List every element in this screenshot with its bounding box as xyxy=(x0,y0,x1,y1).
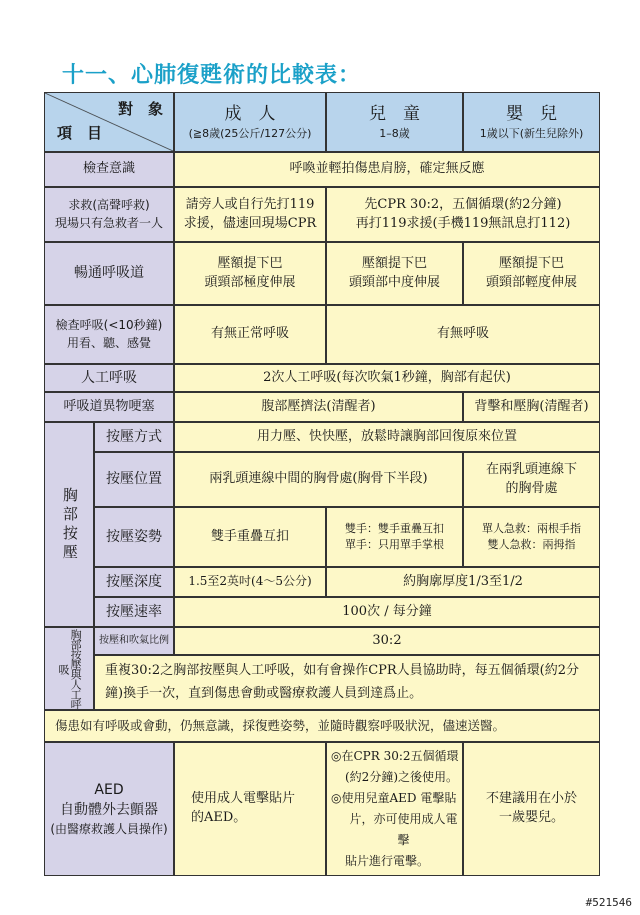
chest-compression-group-text: 胸部按壓 xyxy=(60,486,79,563)
infant-column-header xyxy=(463,92,600,152)
adult-age: (≧8歲(25公斤/127公分) xyxy=(188,127,312,141)
adult-name: 成 人 xyxy=(224,103,276,124)
open-airway-infant xyxy=(463,242,600,305)
airway-obstruction-adult-child: 腹部壓擠法(清醒者) xyxy=(174,392,463,422)
call-help-child-1: 先CPR 30:2，五個循環(約2分鐘) xyxy=(364,196,562,212)
aed-infant-1: 不建議用在小於 xyxy=(485,791,577,807)
check-breathing-adult: 有無正常呼吸 xyxy=(174,305,326,364)
aed-child-2: (約2分鐘)之後使用。 xyxy=(345,770,458,784)
ratio-label: 按壓和吹氣比例 xyxy=(94,627,174,655)
open-airway-adult-1: 壓額提下巴 xyxy=(217,255,283,271)
compression-position-infant-1: 在兩乳頭連線下 xyxy=(485,461,577,477)
ratio-group-text: 胸部按壓與人工呼吸 xyxy=(57,628,83,709)
compression-position-adult-child: 兩乳頭連線中間的胸骨處(胸骨下半段) xyxy=(174,452,463,507)
call-help-label xyxy=(44,187,174,242)
aed-label-1: AED xyxy=(94,782,124,798)
rescue-breathing-value: 2次人工呼吸(每次吹氣1秒鐘，胸部有起伏) xyxy=(174,364,600,392)
aed-adult xyxy=(174,742,326,876)
compression-depth-child-infant: 約胸廓厚度1/3至1/2 xyxy=(326,567,600,597)
aed-adult-2: 的AED。 xyxy=(191,810,247,825)
aed-child-3: ◎使用兒童AED 電擊貼 xyxy=(331,791,457,805)
corner-item-label: 項 目 xyxy=(57,124,103,143)
compression-posture-infant-2: 雙人急救：兩拇指 xyxy=(487,538,576,551)
compression-posture-infant xyxy=(463,507,600,567)
call-help-child-infant xyxy=(326,187,600,242)
open-airway-label: 暢通呼吸道 xyxy=(44,242,174,305)
call-help-adult-1: 請旁人或自行先打119 xyxy=(185,196,315,212)
aed-child-4: 片，亦可使用成人電擊 xyxy=(349,812,458,847)
ratio-note: 重複30:2之胸部按壓與人工呼吸，如有會操作CPR人員協助時，每五個循環(約2分鐘)換手一次，直到傷患會動或醫療救護人員到達爲止。 xyxy=(94,655,600,710)
aed-infant-2: 一歲嬰兒。 xyxy=(498,810,564,825)
check-consciousness-label: 檢查意識 xyxy=(44,152,174,187)
open-airway-child-1: 壓額提下巴 xyxy=(361,255,427,271)
check-consciousness-value: 呼喚並輕拍傷患肩膀，確定無反應 xyxy=(174,152,600,187)
infant-name: 嬰 兒 xyxy=(506,103,557,124)
aed-label xyxy=(44,742,174,876)
adult-column-header xyxy=(174,92,326,152)
aed-label-3: (由醫療救護人員操作) xyxy=(50,821,168,836)
compression-position-infant-2: 的胸骨處 xyxy=(505,480,558,496)
open-airway-adult xyxy=(174,242,326,305)
open-airway-infant-1: 壓額提下巴 xyxy=(498,255,564,271)
check-breathing-child-infant: 有無呼吸 xyxy=(326,305,600,364)
cpr-comparison-table xyxy=(44,92,600,876)
compression-depth-adult: 1.5至2英吋(4～5公分) xyxy=(174,567,326,597)
compression-method-label: 按壓方式 xyxy=(94,422,174,452)
call-help-label-2: 現場只有急救者一人 xyxy=(54,215,163,230)
call-help-label-1: 求救(高聲呼救) xyxy=(68,198,150,213)
child-name: 兒 童 xyxy=(369,103,420,124)
page-title: 十一、心肺復甦術的比較表： xyxy=(62,63,362,88)
infant-age: 1歲以下(新生兒除外) xyxy=(479,127,584,141)
ratio-value: 30:2 xyxy=(174,627,600,655)
compression-posture-child-2: 單手：只用單手掌根 xyxy=(345,538,444,551)
check-breathing-label-1: 檢查呼吸(<10秒鐘) xyxy=(55,318,163,333)
airway-obstruction-label: 呼吸道異物哽塞 xyxy=(44,392,174,422)
compression-posture-child xyxy=(326,507,463,567)
compression-posture-child-1: 雙手：雙手重疊互扣 xyxy=(345,522,444,536)
call-help-child-2: 再打119求援(手機119無訊息打112) xyxy=(355,215,571,231)
chest-compression-group-label xyxy=(44,422,94,627)
recovery-note: 傷患如有呼吸或會動，仍無意識，採復甦姿勢，並隨時觀察呼吸狀況，儘速送醫。 xyxy=(44,710,600,742)
compression-posture-label: 按壓姿勢 xyxy=(94,507,174,567)
aed-infant xyxy=(463,742,600,876)
rescue-breathing-label: 人工呼吸 xyxy=(44,364,174,392)
child-column-header xyxy=(326,92,463,152)
open-airway-infant-2: 頭頸部輕度伸展 xyxy=(485,274,577,290)
check-breathing-label-2: 用看、聽、感覺 xyxy=(66,335,151,350)
compression-method-value: 用力壓、快快壓，放鬆時讓胸部回復原來位置 xyxy=(174,422,600,452)
check-breathing-label xyxy=(44,305,174,364)
compression-position-label: 按壓位置 xyxy=(94,452,174,507)
ratio-group-label xyxy=(44,627,94,710)
open-airway-child-2: 頭頸部中度伸展 xyxy=(348,274,440,290)
call-help-adult-2: 求援，儘速回現場CPR xyxy=(183,215,317,231)
compression-position-infant xyxy=(463,452,600,507)
airway-obstruction-infant: 背擊和壓胸(清醒者) xyxy=(463,392,600,422)
compression-rate-value: 100次 / 每分鐘 xyxy=(174,597,600,627)
compression-depth-label: 按壓深度 xyxy=(94,567,174,597)
aed-adult-1: 使用成人電擊貼片 xyxy=(191,791,296,807)
open-airway-adult-2: 頭頸部極度伸展 xyxy=(204,274,296,290)
open-airway-child xyxy=(326,242,463,305)
compression-rate-label: 按壓速率 xyxy=(94,597,174,627)
compression-posture-adult: 雙手重疊互扣 xyxy=(174,507,326,567)
aed-child-1: ◎在CPR 30:2五個循環 xyxy=(331,749,459,763)
corner-header-cell xyxy=(44,92,174,152)
call-help-adult xyxy=(174,187,326,242)
child-age: 1–8歲 xyxy=(379,127,410,141)
compression-posture-infant-1: 單人急救：兩根手指 xyxy=(482,522,581,536)
aed-child xyxy=(326,742,463,876)
footer-id: #521546 xyxy=(585,896,632,909)
corner-object-label: 對 象 xyxy=(117,100,163,118)
aed-child-5: 貼片進行電擊。 xyxy=(345,854,430,868)
aed-label-2: 自動體外去顫器 xyxy=(60,802,158,819)
